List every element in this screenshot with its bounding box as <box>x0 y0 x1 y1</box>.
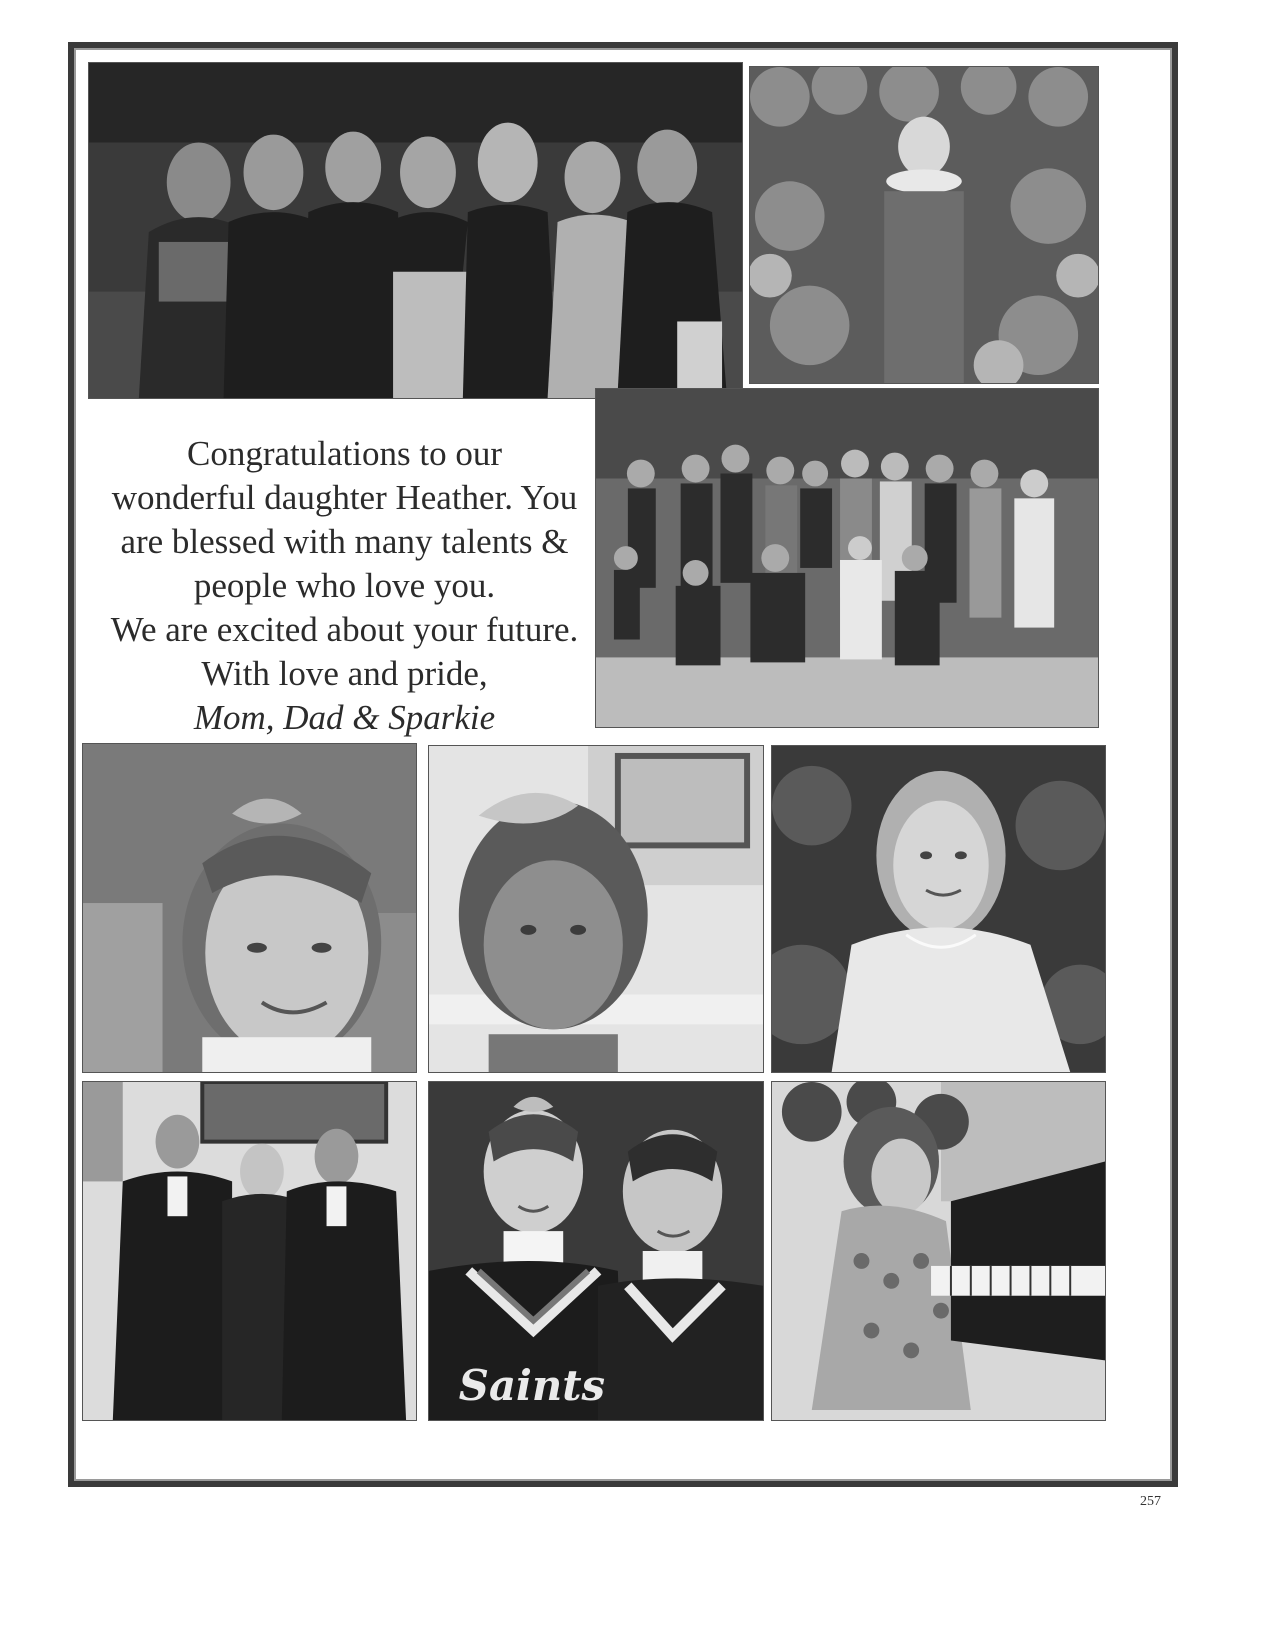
message-line: wonderful daughter Heather. You <box>111 478 578 517</box>
photo-child-at-piano <box>771 1081 1106 1421</box>
page-number: 257 <box>1140 1494 1161 1509</box>
message-line: people who love you. <box>193 566 496 605</box>
message-line: With love and pride, <box>201 654 488 693</box>
photo-portrait-hair-bow <box>82 743 417 1073</box>
saints-lettering: Saints <box>458 1361 606 1411</box>
photo-cheerleaders-saints <box>428 1081 764 1421</box>
photo-group-girls-formal <box>88 62 743 399</box>
photo-child-portrait-tiara <box>428 745 764 1073</box>
photo-portrait-pearl-necklace <box>771 745 1106 1073</box>
message-line: Congratulations to our <box>187 434 502 473</box>
message-line: are blessed with many talents & <box>120 522 569 561</box>
message-signature: Mom, Dad & Sparkie <box>193 698 496 737</box>
congratulations-message <box>92 432 597 752</box>
photo-formal-trio <box>82 1081 417 1421</box>
photo-child-among-flowers <box>749 66 1099 384</box>
message-line: We are excited about your future. <box>110 610 579 649</box>
photo-family-group <box>595 388 1099 728</box>
